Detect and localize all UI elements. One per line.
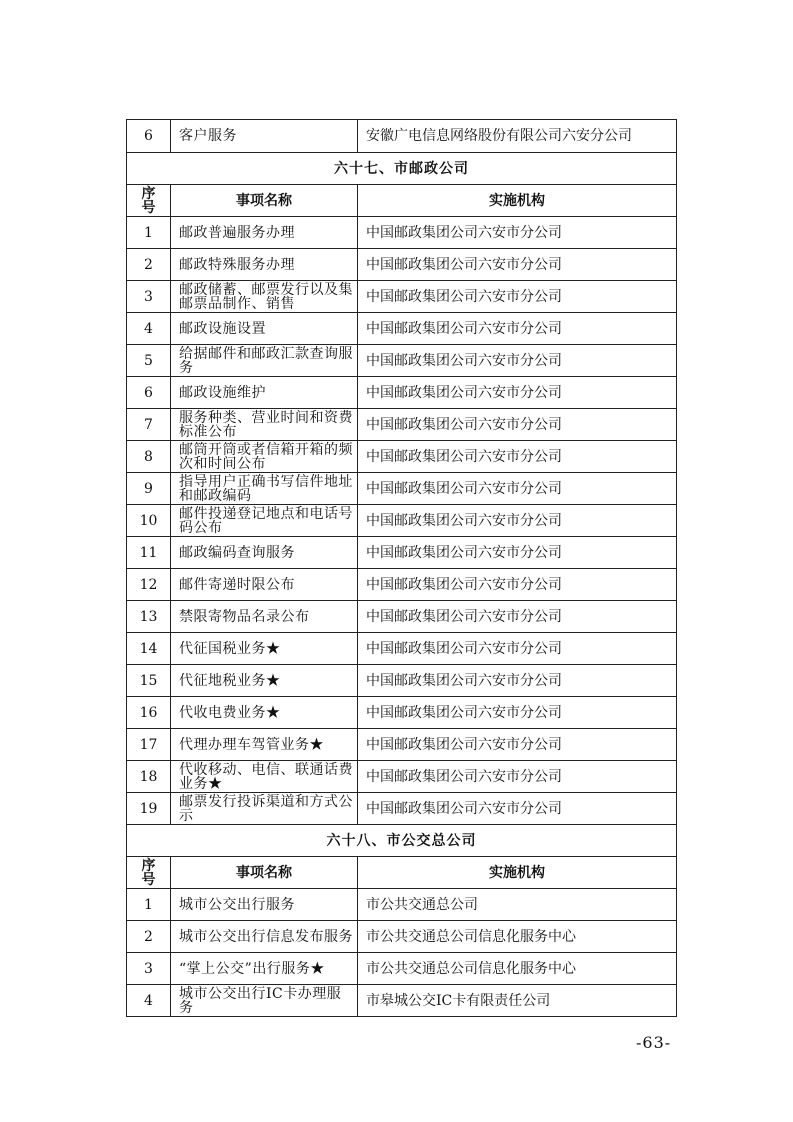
header-number-line1: 序 bbox=[141, 185, 156, 202]
table-row bbox=[127, 537, 677, 569]
table-row bbox=[127, 953, 677, 985]
item-name: 邮筒开筒或者信箱开箱的频次和时间公布 bbox=[171, 441, 358, 473]
implementing-org: 市公共交通总公司 bbox=[358, 889, 677, 921]
implementing-org: 中国邮政集团公司六安市分公司 bbox=[358, 473, 677, 505]
row-number: 11 bbox=[127, 537, 171, 569]
item-name: 禁限寄物品名录公布 bbox=[171, 601, 358, 633]
table-row bbox=[127, 249, 677, 281]
implementing-org: 中国邮政集团公司六安市分公司 bbox=[358, 313, 677, 345]
row-number: 8 bbox=[127, 441, 171, 473]
item-name: 城市公交出行信息发布服务 bbox=[171, 921, 358, 953]
table-row bbox=[127, 889, 677, 921]
item-name: 指导用户正确书写信件地址和邮政编码 bbox=[171, 473, 358, 505]
header-number bbox=[127, 185, 171, 217]
implementing-org: 中国邮政集团公司六安市分公司 bbox=[358, 345, 677, 377]
row-number: 3 bbox=[127, 953, 171, 985]
implementing-org: 中国邮政集团公司六安市分公司 bbox=[358, 729, 677, 761]
header-implementing-org: 实施机构 bbox=[358, 185, 677, 217]
item-name: 邮票发行投诉渠道和方式公示 bbox=[171, 793, 358, 825]
row-number: 15 bbox=[127, 665, 171, 697]
implementing-org: 安徽广电信息网络股份有限公司六安分公司 bbox=[358, 120, 677, 153]
row-number: 1 bbox=[127, 217, 171, 249]
table-row bbox=[127, 601, 677, 633]
implementing-org: 中国邮政集团公司六安市分公司 bbox=[358, 441, 677, 473]
row-number: 3 bbox=[127, 281, 171, 313]
implementing-org: 中国邮政集团公司六安市分公司 bbox=[358, 761, 677, 793]
table-row bbox=[127, 793, 677, 825]
implementing-org: 市公共交通总公司信息化服务中心 bbox=[358, 921, 677, 953]
header-row bbox=[127, 185, 677, 217]
table-row bbox=[127, 345, 677, 377]
header-number-line2: 号 bbox=[141, 199, 156, 216]
table-row bbox=[127, 633, 677, 665]
section-title: 六十八、市公交总公司 bbox=[127, 825, 677, 857]
item-name: 服务种类、营业时间和资费标准公布 bbox=[171, 409, 358, 441]
table-row bbox=[127, 505, 677, 537]
header-number-line1: 序 bbox=[141, 857, 156, 874]
row-number: 7 bbox=[127, 409, 171, 441]
row-number: 2 bbox=[127, 249, 171, 281]
header-row bbox=[127, 857, 677, 889]
implementing-org: 市公共交通总公司信息化服务中心 bbox=[358, 953, 677, 985]
header-number-line2: 号 bbox=[141, 871, 156, 888]
item-name: 代收电费业务★ bbox=[171, 697, 358, 729]
implementing-org: 中国邮政集团公司六安市分公司 bbox=[358, 665, 677, 697]
implementing-org: 中国邮政集团公司六安市分公司 bbox=[358, 409, 677, 441]
table-row bbox=[127, 120, 677, 153]
implementing-org: 中国邮政集团公司六安市分公司 bbox=[358, 697, 677, 729]
item-name: 邮政特殊服务办理 bbox=[171, 249, 358, 281]
item-name: 城市公交出行IC卡办理服务 bbox=[171, 985, 358, 1017]
row-number: 5 bbox=[127, 345, 171, 377]
section-title: 六十七、市邮政公司 bbox=[127, 153, 677, 185]
row-number: 17 bbox=[127, 729, 171, 761]
item-name: 代收移动、电信、联通话费业务★ bbox=[171, 761, 358, 793]
section-title-row bbox=[127, 153, 677, 185]
row-number: 9 bbox=[127, 473, 171, 505]
row-number: 14 bbox=[127, 633, 171, 665]
implementing-org: 市皋城公交IC卡有限责任公司 bbox=[358, 985, 677, 1017]
implementing-org: 中国邮政集团公司六安市分公司 bbox=[358, 217, 677, 249]
table-row bbox=[127, 569, 677, 601]
row-number: 18 bbox=[127, 761, 171, 793]
item-name: 邮政储蓄、邮票发行以及集邮票品制作、销售 bbox=[171, 281, 358, 313]
row-number: 16 bbox=[127, 697, 171, 729]
implementing-org: 中国邮政集团公司六安市分公司 bbox=[358, 537, 677, 569]
implementing-org: 中国邮政集团公司六安市分公司 bbox=[358, 505, 677, 537]
implementing-org: 中国邮政集团公司六安市分公司 bbox=[358, 633, 677, 665]
item-name: 邮政普遍服务办理 bbox=[171, 217, 358, 249]
service-items-table bbox=[126, 119, 677, 1017]
table-row bbox=[127, 217, 677, 249]
header-item-name: 事项名称 bbox=[171, 185, 358, 217]
item-name: 邮件寄递时限公布 bbox=[171, 569, 358, 601]
table-body bbox=[127, 120, 677, 1017]
table-row bbox=[127, 985, 677, 1017]
table-row bbox=[127, 313, 677, 345]
row-number: 19 bbox=[127, 793, 171, 825]
page-number: -63- bbox=[636, 1033, 672, 1052]
item-name: 邮政编码查询服务 bbox=[171, 537, 358, 569]
row-number: 6 bbox=[127, 120, 171, 153]
item-name: 给据邮件和邮政汇款查询服务 bbox=[171, 345, 358, 377]
table-row bbox=[127, 409, 677, 441]
row-number: 4 bbox=[127, 313, 171, 345]
implementing-org: 中国邮政集团公司六安市分公司 bbox=[358, 281, 677, 313]
item-name: 邮政设施维护 bbox=[171, 377, 358, 409]
row-number: 1 bbox=[127, 889, 171, 921]
implementing-org: 中国邮政集团公司六安市分公司 bbox=[358, 377, 677, 409]
item-name: 代理办理车驾管业务★ bbox=[171, 729, 358, 761]
row-number: 4 bbox=[127, 985, 171, 1017]
item-name: 邮件投递登记地点和电话号码公布 bbox=[171, 505, 358, 537]
table-row bbox=[127, 473, 677, 505]
row-number: 13 bbox=[127, 601, 171, 633]
table-row bbox=[127, 921, 677, 953]
header-number bbox=[127, 857, 171, 889]
item-name: “掌上公交”出行服务★ bbox=[171, 953, 358, 985]
row-number: 10 bbox=[127, 505, 171, 537]
table-row bbox=[127, 281, 677, 313]
implementing-org: 中国邮政集团公司六安市分公司 bbox=[358, 249, 677, 281]
table-row bbox=[127, 441, 677, 473]
table-row bbox=[127, 665, 677, 697]
item-name: 代征地税业务★ bbox=[171, 665, 358, 697]
section-title-row bbox=[127, 825, 677, 857]
item-name: 邮政设施设置 bbox=[171, 313, 358, 345]
table-row bbox=[127, 729, 677, 761]
implementing-org: 中国邮政集团公司六安市分公司 bbox=[358, 569, 677, 601]
row-number: 12 bbox=[127, 569, 171, 601]
implementing-org: 中国邮政集团公司六安市分公司 bbox=[358, 601, 677, 633]
header-item-name: 事项名称 bbox=[171, 857, 358, 889]
table-row bbox=[127, 697, 677, 729]
implementing-org: 中国邮政集团公司六安市分公司 bbox=[358, 793, 677, 825]
table-row bbox=[127, 761, 677, 793]
header-implementing-org: 实施机构 bbox=[358, 857, 677, 889]
item-name: 城市公交出行服务 bbox=[171, 889, 358, 921]
item-name: 代征国税业务★ bbox=[171, 633, 358, 665]
table-row bbox=[127, 377, 677, 409]
row-number: 6 bbox=[127, 377, 171, 409]
row-number: 2 bbox=[127, 921, 171, 953]
item-name: 客户服务 bbox=[171, 120, 358, 153]
